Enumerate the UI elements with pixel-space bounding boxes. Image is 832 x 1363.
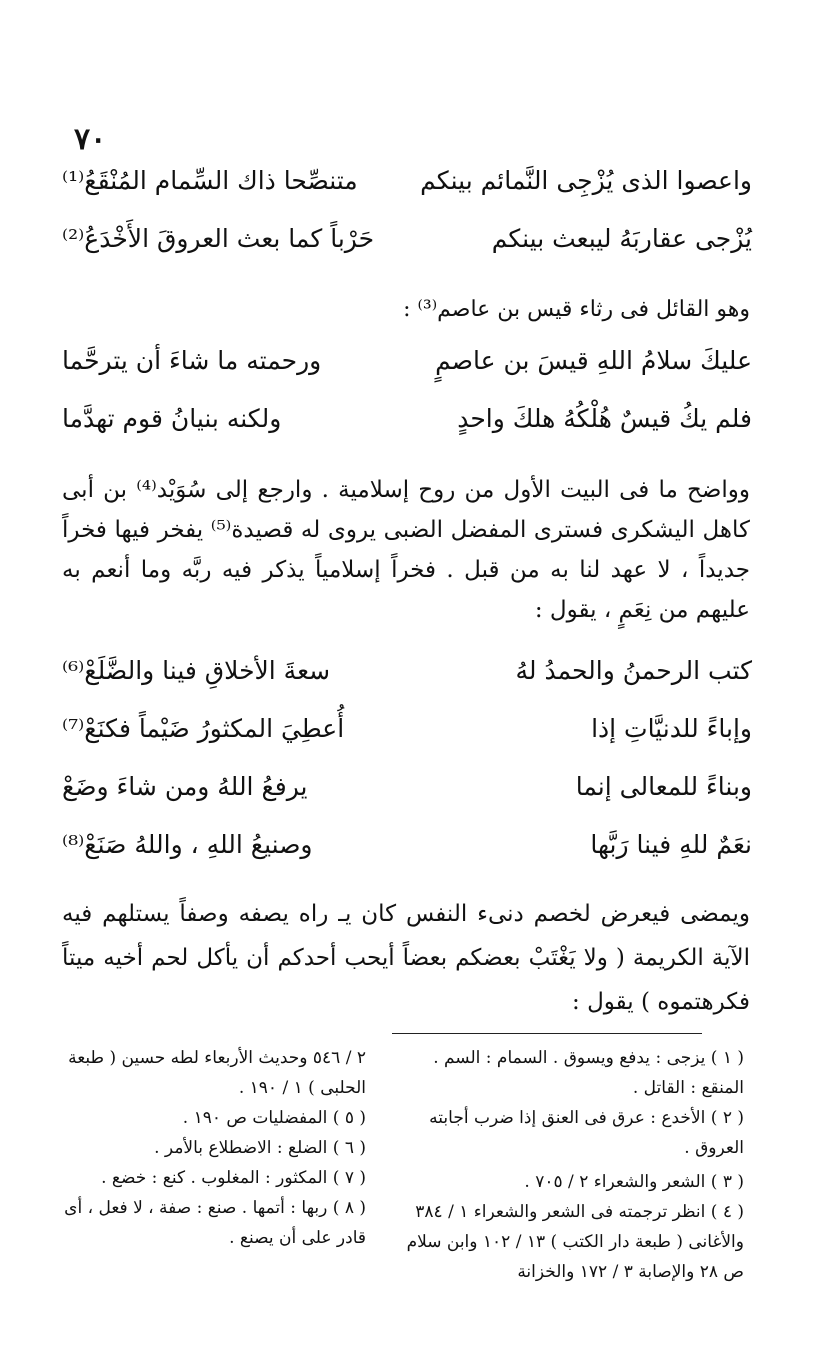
footnote-separator: [392, 1033, 702, 1034]
verse: [62, 656, 752, 714]
verse-second-hemistich: سعةَ الأخلاقِ فينا والضَّلَعْ⁽⁶⁾: [62, 656, 331, 685]
verse-first-hemistich: نعَمٌ للهِ فينا رَبَّها: [590, 830, 752, 859]
verse-first-hemistich: فلم يكُ قيسٌ هُلْكُهُ هلكَ واحدٍ: [457, 404, 752, 433]
footnote: ( ٨ ) ربها : أتمها . صنع : صفة ، لا فعل ، أى قادر على أن يصنع .: [64, 1198, 366, 1248]
footnote: ( ٧ ) المكثور : المغلوب . كنع : خضع .: [101, 1168, 366, 1188]
verse: [62, 346, 752, 404]
paragraph-text: وواضح ما فى البيت الأول من روح إسلامية . وارجع إلى سُوَيْد⁽⁴⁾ بن أبى كاهل اليشكرى فسترى المفضل الضبى يروى له قصيدة⁽⁵⁾ يفخر فيها فخراً جديداً ، لا عهد لنا به من قبل . فخراً إسلامياً يذكر فيه ربَّه وما أنعم به عليهم من نِعَمٍ ، يقول :: [62, 477, 750, 623]
verse-second-hemistich: أُعطِيَ المكثورُ ضَيْماً فكنَعْ⁽⁷⁾: [62, 714, 345, 743]
intro-text: وهو القائل فى رثاء قيس بن عاصم⁽³⁾ :: [403, 297, 750, 322]
verse-first-hemistich: يُزْجى عقاربَهُ ليبعث بينكم: [491, 224, 752, 253]
footnote: ٢ / ٥٤٦ وحديث الأربعاء لطه حسين ( طبعة الحلبى ) ١ / ١٩٠ .: [68, 1048, 366, 1098]
footnote: ( ٥ ) المفضليات ص ١٩٠ .: [182, 1108, 366, 1128]
poem-1: [62, 166, 752, 282]
verse-second-hemistich: متنصِّحا ذاك السِّمام المُنْقَعُ⁽¹⁾: [62, 166, 358, 195]
verse-second-hemistich: وصنيعُ اللهِ ، واللهُ صَنَعْ⁽⁸⁾: [62, 830, 313, 859]
footnote: ( ٢ ) الأخدع : عرق فى العنق إذا ضرب أجابته العروق .: [429, 1108, 744, 1158]
paragraph-1: [62, 470, 750, 630]
footnote: ( ٦ ) الضلع : الاضطلاع بالأمر .: [154, 1138, 366, 1158]
footnote: ( ٤ ) انظر ترجمته فى الشعر والشعراء ١ / ٣٨٤ والأغانى ( طبعة دار الكتب ) ١٣ / ١٠٢ وابن سلام ص ٢٨ والإصابة ٣ / ١٧٢ والخزانة: [406, 1202, 744, 1282]
paragraph-2: [62, 892, 750, 1024]
footnotes-left-column: [56, 1043, 366, 1253]
verse: [62, 714, 752, 772]
verse: [62, 830, 752, 888]
poem-3: [62, 656, 752, 888]
verse-second-hemistich: ورحمته ما شاءَ أن يترحَّما: [62, 346, 322, 375]
verse-second-hemistich: ولكنه بنيانُ قوم تهدَّما: [62, 404, 282, 433]
footnote: ( ١ ) يزجى : يدفع ويسوق . السمام : السم . المنقع : القاتل .: [433, 1048, 744, 1098]
verse-first-hemistich: واعصوا الذى يُزْجِى النَّمائم بينكم: [420, 166, 752, 195]
verse: [62, 166, 752, 224]
poem-2-intro: [62, 290, 750, 330]
verse-first-hemistich: وإباءً للدنيَّاتِ إذا: [591, 714, 752, 743]
page-number: ٧٠: [74, 122, 107, 157]
paragraph-text: ويمضى فيعرض لخصم دنىء النفس كان يـ راه يصفه وصفاً يستلهم فيه الآية الكريمة ( ولا يَغْتَبْ بعضكم بعضاً أيحب أحدكم أن يأكل لحم أخيه ميتاً فكرهتموه ) يقول :: [62, 901, 750, 1015]
verse-first-hemistich: وبناءً للمعالى إنما: [575, 772, 752, 801]
verse: [62, 224, 752, 282]
verse: [62, 404, 752, 462]
verse-second-hemistich: يرفعُ اللهُ ومن شاءَ وضَعْ: [62, 772, 308, 801]
poem-2: [62, 346, 752, 462]
footnote: ( ٣ ) الشعر والشعراء ٢ / ٧٠٥ .: [524, 1172, 744, 1192]
footnotes-right-column: [402, 1043, 744, 1287]
verse-second-hemistich: حَرْباً كما بعث العروقَ الأَخْدَعُ⁽²⁾: [62, 224, 375, 253]
verse-first-hemistich: كتب الرحمنُ والحمدُ لهُ: [515, 656, 752, 685]
verse: [62, 772, 752, 830]
verse-first-hemistich: عليكَ سلامُ اللهِ قيسَ بن عاصمٍ: [435, 346, 752, 375]
